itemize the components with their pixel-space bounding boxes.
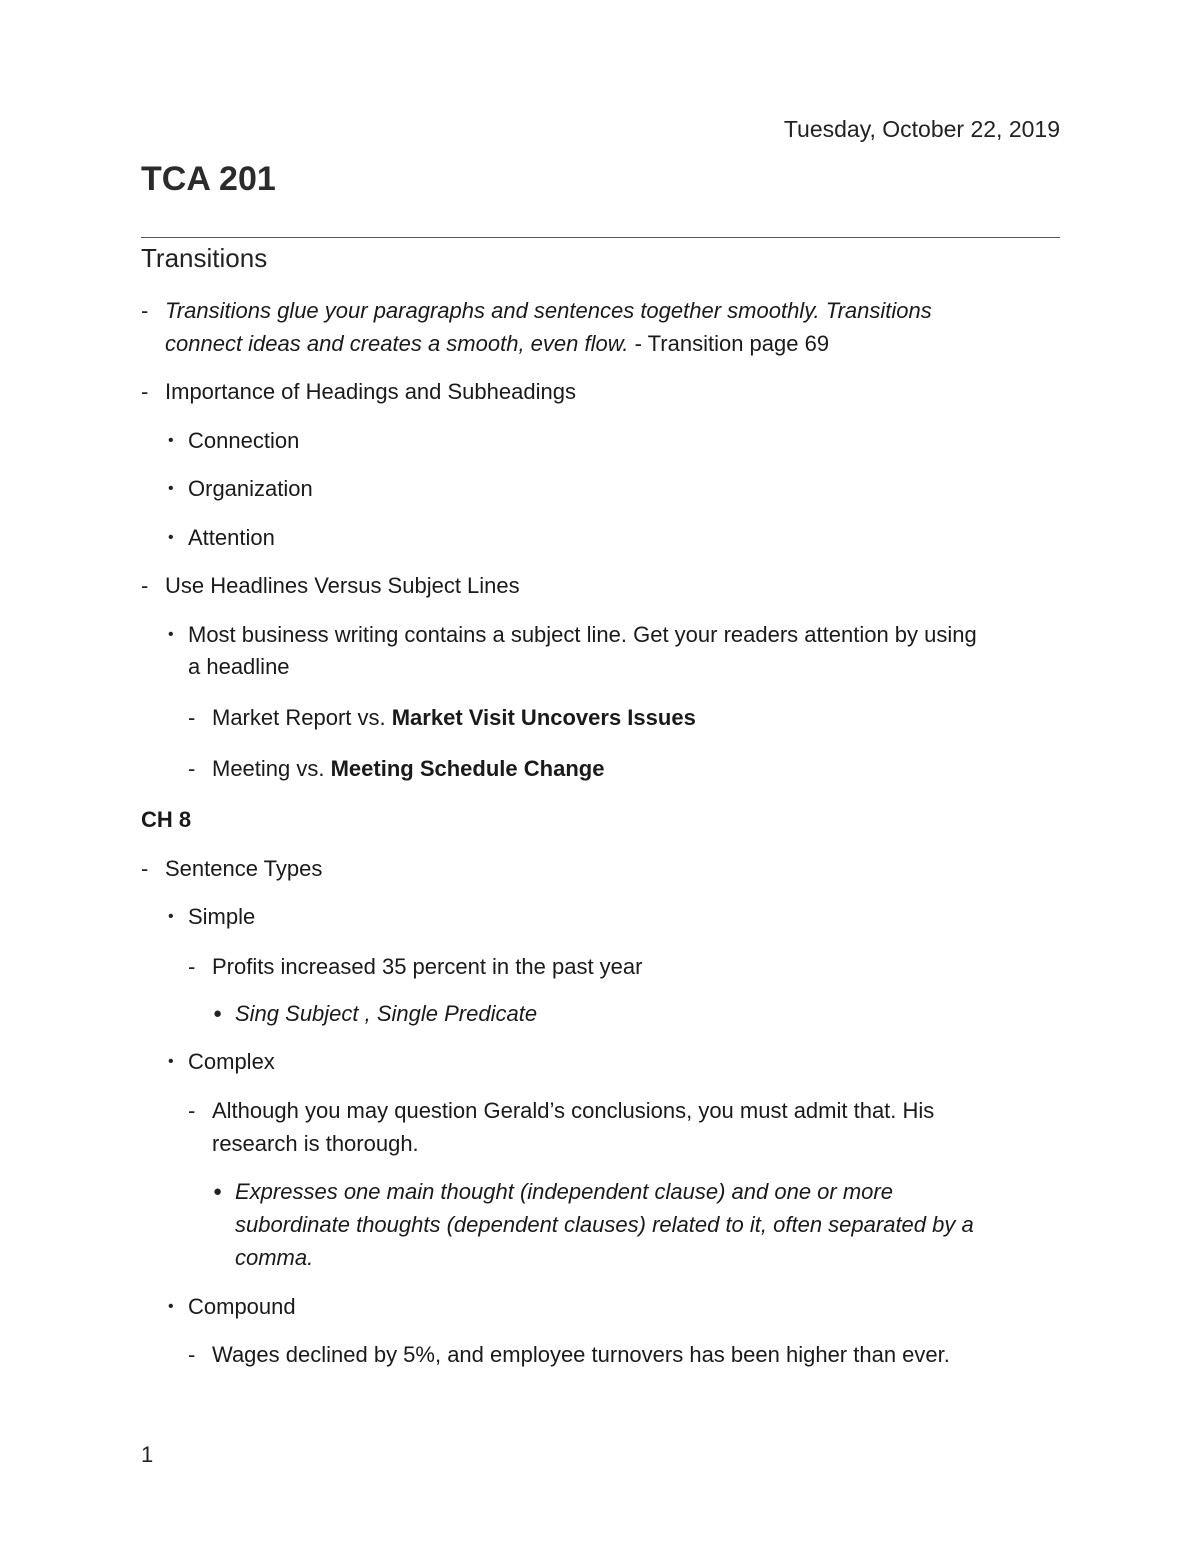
dash-marker: - [141, 573, 149, 598]
dash-marker: - [188, 705, 196, 730]
example-plain-text: Meeting vs. [212, 756, 331, 781]
dash-marker: - [188, 954, 196, 979]
compound-example: Wages declined by 5%, and employee turnovers has been higher than ever. [212, 1342, 950, 1367]
transitions-definition-line-2 [165, 327, 829, 360]
dash-marker: - [188, 756, 196, 781]
page-title: TCA 201 [141, 160, 276, 198]
list-item-organization: Organization [188, 476, 313, 501]
section-heading-ch8: CH 8 [141, 807, 192, 832]
dash-marker: - [141, 856, 149, 881]
page-number: 1 [141, 1442, 154, 1467]
transitions-definition-line-1: Transitions glue your paragraphs and sentences together smoothly. Transitions [165, 298, 932, 323]
section-heading-transitions: Transitions [141, 243, 268, 273]
example-headline-text: Market Visit Uncovers Issues [391, 705, 696, 730]
title-divider [141, 237, 1060, 238]
round-bullet-marker: ● [213, 1005, 223, 1022]
simple-note: Sing Subject , Single Predicate [235, 1001, 538, 1026]
simple-example: Profits increased 35 percent in the past year [212, 954, 643, 979]
list-item-simple: Simple [188, 904, 256, 929]
headlines-detail-line-1: Most business writing contains a subject line. Get your readers attention by using [188, 622, 977, 647]
list-item-attention: Attention [188, 525, 275, 550]
dash-marker: - [188, 1342, 196, 1367]
list-item-complex: Complex [188, 1049, 275, 1074]
complex-note-line-2: subordinate thoughts (dependent clauses) related to it, often separated by a [235, 1212, 974, 1237]
bullet-marker: • [168, 908, 174, 925]
transitions-definition-italic: connect ideas and creates a smooth, even flow. [165, 331, 629, 356]
bullet-marker: • [168, 626, 174, 643]
headline-example-2 [212, 752, 604, 785]
bullet-marker: • [168, 432, 174, 449]
list-item-connection: Connection [188, 428, 300, 453]
dash-marker: - [141, 298, 149, 323]
bullet-marker: • [168, 529, 174, 546]
list-item-sentence-types: Sentence Types [165, 856, 323, 881]
example-plain-text: Market Report vs. [212, 705, 392, 730]
list-item-headings: Importance of Headings and Subheadings [165, 379, 576, 404]
headlines-detail-line-2: a headline [188, 654, 290, 679]
list-item-compound: Compound [188, 1294, 296, 1319]
headline-example-1 [212, 701, 696, 734]
dash-marker: - [141, 379, 149, 404]
example-headline-text: Meeting Schedule Change [330, 756, 605, 781]
bullet-marker: • [168, 1298, 174, 1315]
list-item-headlines: Use Headlines Versus Subject Lines [165, 573, 520, 598]
complex-note-line-1: Expresses one main thought (independent clause) and one or more [235, 1179, 893, 1204]
transitions-reference: - Transition page 69 [628, 331, 830, 356]
complex-note-line-3: comma. [235, 1245, 314, 1270]
complex-example-line-2: research is thorough. [212, 1131, 419, 1156]
note-date: Tuesday, October 22, 2019 [783, 116, 1060, 142]
round-bullet-marker: ● [213, 1183, 223, 1200]
dash-marker: - [188, 1098, 196, 1123]
bullet-marker: • [168, 1053, 174, 1070]
bullet-marker: • [168, 480, 174, 497]
complex-example-line-1: Although you may question Gerald’s conclusions, you must admit that. His [212, 1098, 935, 1123]
